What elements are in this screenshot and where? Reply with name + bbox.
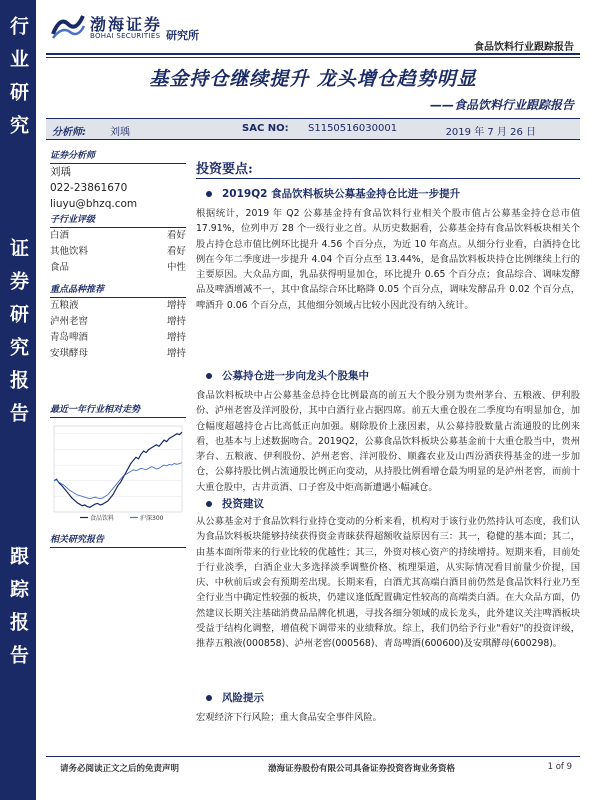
- bohai-logo-icon: [50, 10, 86, 42]
- header-rule: [46, 53, 580, 55]
- analyst-block: [50, 148, 186, 212]
- page-subtitle: ——食品饮料行业跟踪报告: [429, 98, 574, 112]
- company-rating: 增持: [166, 332, 186, 343]
- bullet-icon: [206, 501, 212, 507]
- brand-name-cn: 渤海证券: [90, 15, 163, 34]
- section-1-title: [196, 186, 580, 201]
- footer-company: 渤海证券股份有限公司具备证券投资咨询业务资格: [268, 764, 456, 774]
- analyst-section-title: 证券分析师: [50, 148, 186, 164]
- section-2-text: 食品饮料板块中占公募基金总持仓比例最高的前五大个股分别为贵州茅台、五粮液、伊利股份、泸州老窖及洋河股份，其中白酒行业占据四席。前五大重仓股在二季度均有明显加仓，加仓幅度超越持仓占比高低正向加强。剔除股价上涨因素，从公募持股数量占流通股的比例来看，也基本与上述数据吻合。2019Q2，公募食品饮料板块公募基金前十大重仓股当中，贵州茅台、五粮液、伊利股份、泸州老窖、洋河股份、顺鑫农业及山西汾酒获得基金的进一步加仓，公募持股比例占流通股比例正向变动，从持股比例看增仓最为明显的是泸州老窖，而前十大重仓股中，古井贡酒、口子窖及中炬高新遭遇小幅减仓。: [196, 390, 580, 493]
- banner-securities-report: 证券研究报告: [7, 238, 29, 436]
- info-strip: [46, 118, 580, 140]
- institute-label: 研究所: [166, 29, 199, 42]
- company-name: 泸州老窖: [50, 316, 89, 327]
- rating-value: 看好: [166, 246, 186, 257]
- rating-value: 看好: [166, 230, 186, 241]
- chart-section-title: 最近一年行业相对走势: [50, 402, 186, 418]
- legend-label: 沪深300: [140, 515, 164, 522]
- section-2-title-text: 公募持仓进一步向龙头个股集中: [222, 370, 369, 382]
- rating-name: 其他饮料: [50, 246, 89, 257]
- sac-label: SAC NO:: [242, 123, 289, 134]
- analyst-contact-name: 刘瑀: [50, 166, 71, 178]
- banner-tracking-report: 跟踪报告: [7, 546, 29, 678]
- rating-name: 食品: [50, 262, 70, 273]
- rating-name: 白酒: [50, 230, 70, 241]
- report-date: 2019 年 7 月 26 日: [445, 127, 536, 138]
- analyst-phone: 022-23861670: [50, 182, 128, 194]
- rating-row: [50, 260, 186, 276]
- company-row: [50, 346, 186, 362]
- rating-value: 中性: [166, 262, 186, 273]
- report-type: 食品饮料行业跟踪报告: [474, 42, 574, 53]
- header-rule-thin: [46, 57, 580, 58]
- chart-block: [50, 402, 186, 418]
- chart-series-0: [54, 432, 182, 507]
- footer-rule: [46, 756, 580, 757]
- related-block: [50, 532, 186, 548]
- analyst-label: 分析师:: [52, 127, 86, 138]
- company-block: [50, 282, 186, 362]
- page-number: 1 of 9: [547, 762, 572, 772]
- banner-industry-research: 行业研究: [7, 16, 29, 148]
- rating-row: [50, 244, 186, 260]
- sub-industry-block: [50, 212, 186, 276]
- company-name: 青岛啤酒: [50, 332, 89, 343]
- relative-performance-chart: [50, 420, 186, 522]
- section-4-title-text: 风险提示: [222, 692, 264, 704]
- section-3-text: 从公募基金对于食品饮料行业持仓变动的分析来看，机构对于该行业仍然持认可态度，我们认为食品饮料板块能够持续获得资金青睐获得超额收益原因有三：其一，稳健的基本面；其二，由基本面所带来的行业比较的优越性；其三，外资对核心资产的持续增持。短期来看，目前处于行业淡季，白酒企业大多选择淡季调整价格、梳理渠道，从实际情况看目前量少价提，国庆、中秋前后或会有预期差出现。长期来看，白酒尤其高端白酒目前仍然是食品饮料行业乃至全行业当中确定性较强的板块，仍建议逢低配置确定性较高的高端类白酒。在大众品方面，仍然建议长期关注基础消费品品牌化机遇，寻找各细分领域的成长龙头，此外建议关注啤酒板块受益于结构化调整，增值税下调带来的业绩释放。综上，我们仍给予行业"看好"的投资评级，推荐五粮液(000858)、泸州老窖(000568)、青岛啤酒(600600)及安琪酵母(600298)。: [196, 516, 580, 650]
- company-name: 五粮液: [50, 300, 79, 311]
- company-section-title: 重点品种推荐: [50, 282, 186, 298]
- rating-row: [50, 228, 186, 244]
- key-points-heading: 投资要点:: [196, 162, 253, 177]
- sub-industry-section-title: 子行业评级: [50, 212, 186, 228]
- company-row: [50, 330, 186, 346]
- bullet-icon: [206, 695, 212, 701]
- company-name: 安琪酵母: [50, 348, 89, 359]
- brand-name-en: BOHAI SECURITIES: [90, 32, 161, 40]
- section-4-title: [196, 690, 580, 705]
- company-rating: 增持: [166, 316, 186, 327]
- left-vertical-banner: [0, 0, 36, 800]
- company-row: [50, 314, 186, 330]
- company-rating: 增持: [166, 300, 186, 311]
- key-points-rule: [196, 178, 580, 179]
- legend-label: 食品饮料: [90, 515, 115, 522]
- sac-number: S1150516030001: [308, 123, 398, 134]
- bullet-icon: [206, 191, 212, 197]
- footer-disclaimer: 请务必阅读正文之后的免责声明: [60, 764, 180, 774]
- analyst-name: 刘瑀: [110, 127, 130, 138]
- company-row: [50, 298, 186, 314]
- company-rating: 增持: [166, 348, 186, 359]
- section-3-title: [196, 496, 580, 511]
- section-3-title-text: 投资建议: [222, 498, 264, 510]
- section-4-text: 宏观经济下行风险；重大食品安全事件风险。: [196, 712, 382, 723]
- section-1-text: 根据统计，2019 年 Q2 公募基金持有食品饮料行业相关个股市值占公募基金持仓总市值 17.91%，位列申万 28 个一级行业之首。从历史数据看，公募基金持有食品饮料板块相关个股占持仓总市值比例环比提升 4.56 个百分点，为近 10 年高点。从细分行业看，白酒持仓比例在今年二季度进一步提升 4.04 个百分点至 13.44%，是食品饮料板块持仓比例继续上行的主要原因。大众品方面，乳品获得明显加仓，环比提升 0.65 个百分点；食品综合、调味发酵品及啤酒增减不一，其中食品综合环比略降 0.05 个百分点，调味发酵品升 0.02 个百分点，啤酒升 0.06 个百分点，其他细分领域占比较小因此没有纳入统计。: [196, 208, 580, 311]
- analyst-email[interactable]: liuyu@bhzq.com: [50, 198, 138, 210]
- related-section-title: 相关研究报告: [50, 532, 186, 548]
- section-1-title-text: 2019Q2 食品饮料板块公募基金持仓比进一步提升: [222, 188, 461, 200]
- section-2-title: [196, 368, 580, 383]
- page-title: 基金持仓继续提升 龙头增仓趋势明显: [149, 68, 477, 90]
- bullet-icon: [206, 373, 212, 379]
